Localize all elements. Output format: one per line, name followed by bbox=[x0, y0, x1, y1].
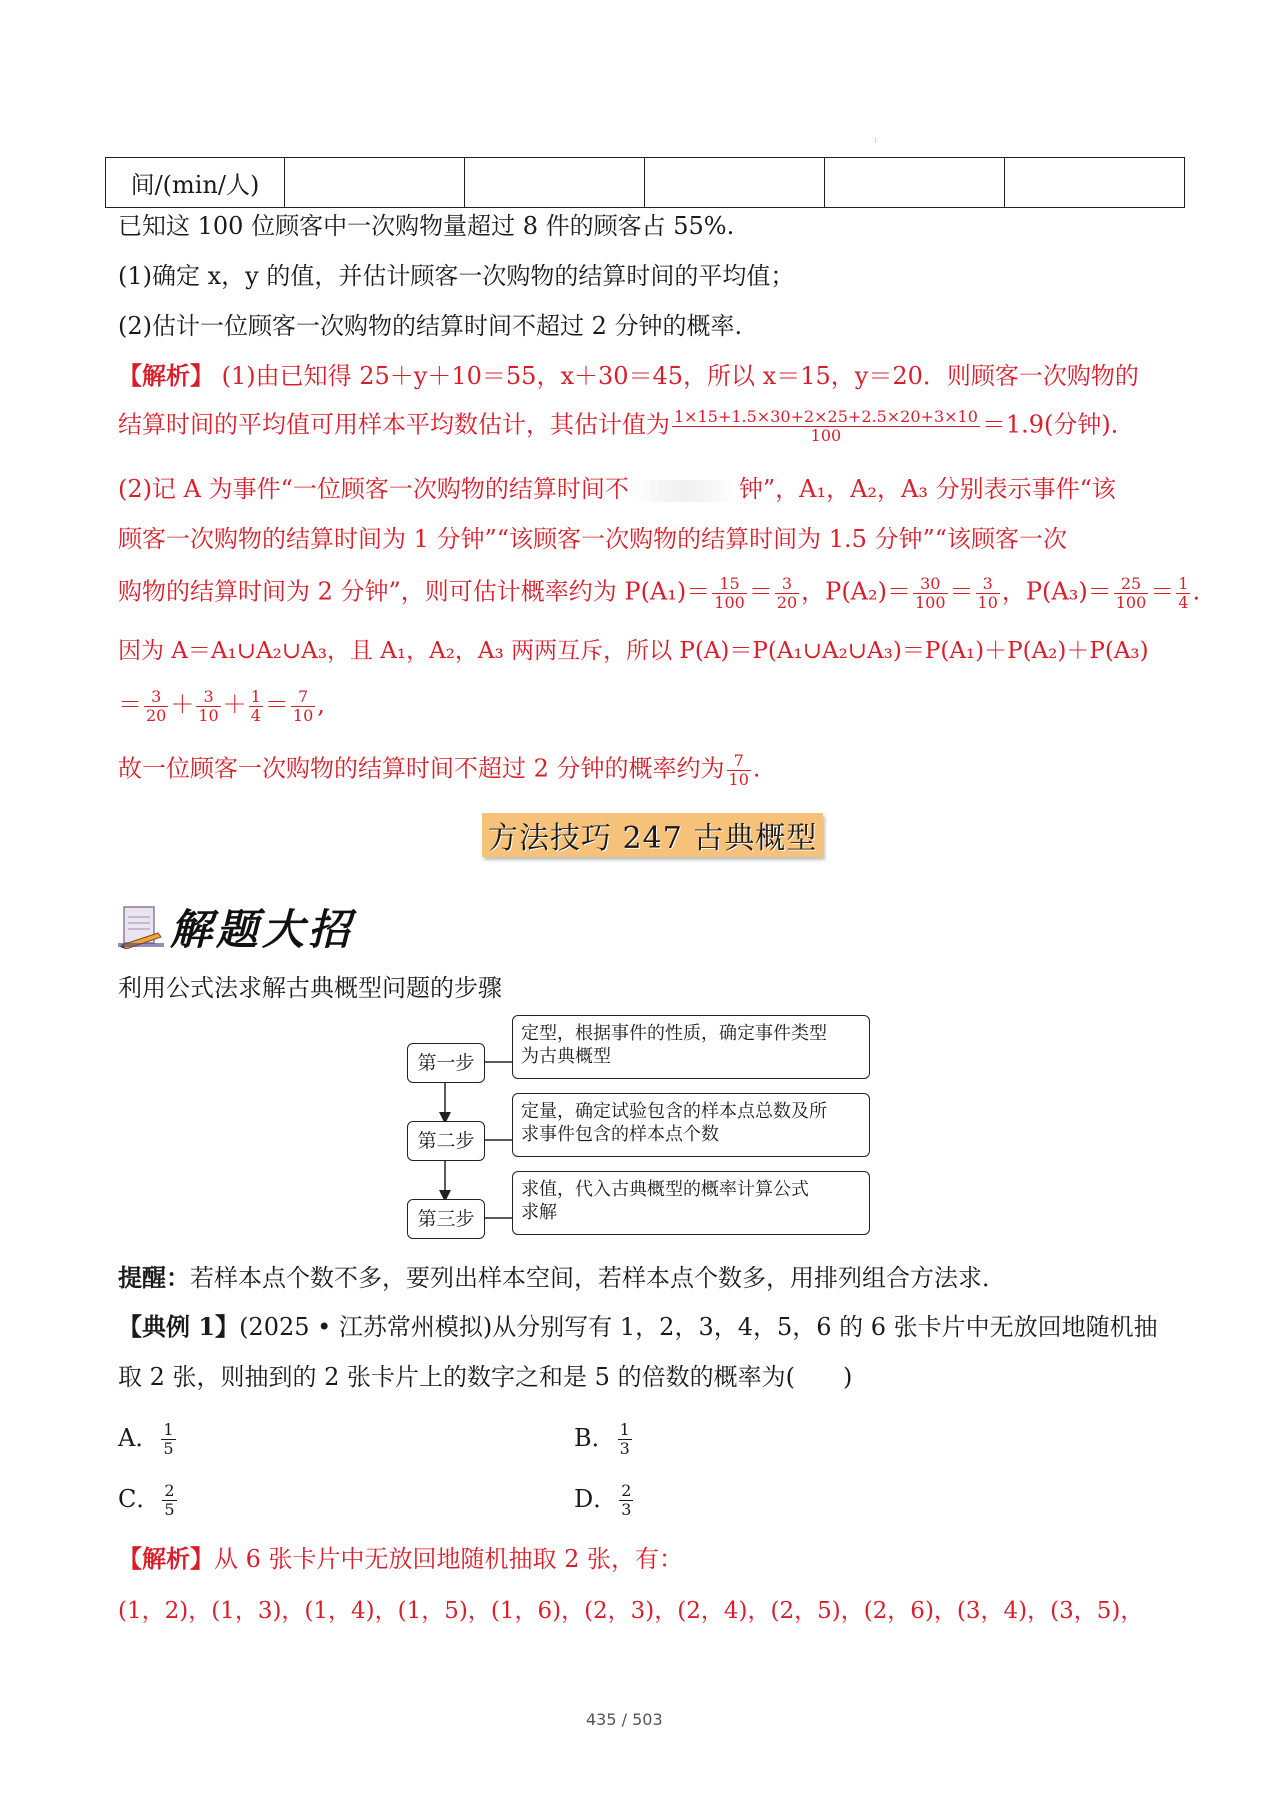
tip-label: 提醒： bbox=[118, 1264, 190, 1292]
fraction bbox=[196, 688, 220, 724]
fraction-numerator: 3 bbox=[976, 575, 1000, 594]
page-number: 435 / 503 bbox=[586, 1710, 663, 1729]
mean-fraction bbox=[672, 408, 980, 444]
table-cell bbox=[465, 158, 645, 208]
solution-line-6: 因为 A＝A₁∪A₂∪A₃，且 A₁，A₂，A₃ 两两互斥，所以 P(A)＝P(A₁∪A₂∪A₃)＝P(A₁)＋P(A₂)＋P(A₃) bbox=[118, 638, 1149, 664]
fraction-denominator: 100 bbox=[714, 592, 745, 612]
option-c bbox=[118, 1479, 179, 1519]
table-cell bbox=[825, 158, 1005, 208]
fraction bbox=[712, 575, 747, 611]
fraction bbox=[727, 752, 751, 788]
solution-line-4: 顾客一次购物的结算时间为 1 分钟”“该顾客一次购物的结算时间为 1.5 分钟”“该顾客一次 bbox=[118, 525, 1068, 553]
flow-desc-1 bbox=[512, 1015, 870, 1079]
flow-step-2: 第二步 bbox=[407, 1121, 485, 1161]
scan-mark: : bbox=[874, 135, 877, 144]
solution-text: ＝1.9(分钟)． bbox=[981, 410, 1135, 439]
fraction-numerator: 1 bbox=[1178, 574, 1189, 593]
solution-line-5: 购物的结算时间为 2 分钟”，则可估计概率约为 P(A₁)＝ $\frac{15}{100}$ ＝ $\frac{3}{20}$ ，P(A₂)＝ $\frac{30}{100}$ ＝ $\frac{3}{10}$ ，P(A₃)＝ $\frac{25}{100}$ ＝ $\frac{1}{4}$ . bbox=[118, 574, 1201, 612]
desc-line: 定量，确定试验包含的样本点总数及所 bbox=[521, 1101, 827, 1122]
fraction bbox=[775, 575, 799, 611]
fraction-denominator: 20 bbox=[776, 592, 798, 612]
solution-text: 故一位顾客一次购物的结算时间不超过 2 分钟的概率约为 bbox=[118, 754, 725, 783]
example-solution-line-1 bbox=[118, 1545, 683, 1574]
tip-text: 若样本点个数不多，要列出样本空间，若样本点个数多，用排列组合方法求． bbox=[190, 1264, 1006, 1292]
steps-heading: 利用公式法求解古典概型问题的步骤 bbox=[118, 974, 502, 1002]
tip-line bbox=[118, 1264, 1006, 1293]
option-b bbox=[574, 1418, 634, 1458]
fraction-numerator: 2 bbox=[621, 1481, 632, 1501]
solution-line-1 bbox=[118, 362, 1139, 391]
example-text: (2025 • 江苏常州模拟)从分别写有 1，2，3，4，5，6 的 6 张卡片中无放回地随机抽 bbox=[239, 1313, 1158, 1341]
table-cell bbox=[285, 158, 465, 208]
fraction bbox=[619, 1482, 633, 1518]
equals-sign: ＝ bbox=[949, 577, 974, 606]
method-banner bbox=[118, 897, 368, 953]
fraction bbox=[976, 575, 1000, 611]
fraction bbox=[249, 688, 263, 724]
fraction-denominator: 3 bbox=[621, 1500, 632, 1519]
fraction-denominator: 20 bbox=[146, 705, 167, 725]
fraction-numerator: 3 bbox=[144, 688, 168, 707]
fraction-numerator: 1 bbox=[250, 687, 261, 706]
example-label: 【典例 1】 bbox=[118, 1312, 240, 1341]
plus-sign: ＋ bbox=[222, 690, 247, 719]
desc-line: 求事件包含的样本点个数 bbox=[521, 1124, 719, 1145]
solution-text: 结算时间的平均值可用样本平均数估计，其估计值为 bbox=[118, 410, 670, 439]
option-d bbox=[574, 1479, 635, 1519]
smudge-mark bbox=[629, 480, 739, 502]
plus-sign: ＋ bbox=[170, 690, 195, 719]
fraction bbox=[913, 575, 948, 611]
fraction-numerator: 25 bbox=[1114, 575, 1149, 594]
solution-text: ，P(A₂)＝ bbox=[801, 577, 911, 606]
solution-text: 从 6 张卡片中无放回地随机抽取 2 张，有： bbox=[214, 1545, 684, 1573]
fraction-numerator: 1×15+1.5×30+2×25+2.5×20+3×10 bbox=[674, 407, 978, 426]
fraction-denominator: 100 bbox=[915, 592, 946, 612]
fraction-denominator: 10 bbox=[728, 769, 749, 789]
option-label: C． bbox=[118, 1485, 161, 1513]
equals-sign: ＝ bbox=[1150, 577, 1175, 606]
fraction-denominator: 3 bbox=[619, 1439, 630, 1458]
flow-desc-3 bbox=[512, 1171, 870, 1235]
solution-text: 购物的结算时间为 2 分钟”，则可估计概率约为 P(A₁)＝ bbox=[118, 577, 711, 606]
fraction-numerator: 30 bbox=[913, 575, 948, 594]
fraction bbox=[618, 1421, 632, 1457]
fraction bbox=[161, 1421, 175, 1457]
table-cell bbox=[1005, 158, 1185, 208]
fraction bbox=[1114, 575, 1149, 611]
example-line-1 bbox=[118, 1313, 1158, 1342]
fraction-denominator: 100 bbox=[1115, 592, 1147, 612]
desc-line: 为古典概型 bbox=[521, 1046, 611, 1067]
solution-line-8: 故一位顾客一次购物的结算时间不超过 2 分钟的概率约为 $\frac{7}{10}$ . bbox=[118, 751, 761, 789]
flow-desc-2 bbox=[512, 1093, 870, 1157]
table-cell: 间/(min/人) bbox=[106, 158, 285, 208]
solution-line-2 bbox=[118, 408, 1135, 444]
notebook-pencil-icon bbox=[118, 903, 166, 949]
solution-text: (1)由已知得 25＋y＋10＝55，x＋30＝45，所以 x＝15，y＝20．则顾客一次购物的 bbox=[221, 362, 1139, 390]
fraction bbox=[1176, 575, 1190, 611]
fraction-denominator: 10 bbox=[292, 705, 314, 725]
fraction-denominator: 4 bbox=[1178, 592, 1189, 612]
fraction-denominator: 100 bbox=[810, 425, 842, 445]
option-label: B． bbox=[574, 1424, 616, 1452]
fraction-numerator: 1 bbox=[163, 1420, 174, 1440]
fraction-denominator: 5 bbox=[164, 1500, 175, 1519]
fraction-numerator: 1 bbox=[619, 1420, 630, 1440]
table-row bbox=[106, 158, 1185, 208]
solution-text: (2)记 A 为事件“一位顾客一次购物的结算时间不 bbox=[118, 475, 629, 503]
question-1: (1)确定 x，y 的值，并估计顾客一次购物的结算时间的平均值； bbox=[118, 262, 795, 290]
solution-line-3 bbox=[118, 475, 1116, 504]
flow-step-3: 第三步 bbox=[407, 1199, 485, 1239]
example-solution-line-2: (1，2)，(1，3)，(1，4)，(1，5)，(1，6)，(2，3)，(2，4)，(2，5)，(2，6)，(3，4)，(3，5)， bbox=[118, 1598, 1144, 1624]
fraction-numerator: 15 bbox=[712, 575, 747, 594]
desc-line: 求解 bbox=[521, 1202, 557, 1223]
fraction bbox=[291, 688, 315, 724]
fraction-numerator: 2 bbox=[164, 1481, 175, 1501]
option-label: A． bbox=[118, 1424, 160, 1452]
fraction-numerator: 3 bbox=[196, 688, 220, 707]
fraction-numerator: 7 bbox=[291, 688, 315, 707]
solution-label: 【解析】 bbox=[118, 361, 214, 390]
section-title: 方法技巧 247 古典概型 bbox=[482, 813, 823, 857]
solution-text: 钟”，A₁，A₂，A₃ 分别表示事件“该 bbox=[738, 475, 1116, 503]
solution-line-7: ＝ $\frac{3}{20}$ ＋ $\frac{3}{10}$ ＋ $\frac{1}{4}$ ＝ $\frac{7}{10}$ , bbox=[118, 687, 325, 725]
fraction bbox=[162, 1482, 176, 1518]
fraction-denominator: 5 bbox=[163, 1439, 174, 1458]
option-a bbox=[118, 1418, 178, 1458]
equals-sign: ＝ bbox=[118, 690, 142, 719]
question-2: (2)估计一位顾客一次购物的结算时间不超过 2 分钟的概率. bbox=[118, 312, 743, 340]
table-cell bbox=[645, 158, 825, 208]
flow-step-1: 第一步 bbox=[407, 1043, 485, 1083]
problem-given: 已知这 100 位顾客中一次购物量超过 8 件的顾客占 55%. bbox=[118, 212, 735, 240]
desc-line: 求值，代入古典概型的概率计算公式 bbox=[521, 1179, 809, 1200]
fraction-numerator: 7 bbox=[727, 752, 751, 771]
fraction bbox=[144, 688, 168, 724]
banner-title: 解题大招 bbox=[170, 905, 355, 954]
fraction-denominator: 10 bbox=[977, 592, 998, 612]
option-label: D． bbox=[574, 1485, 618, 1513]
equals-sign: ＝ bbox=[264, 690, 289, 719]
solution-text: ，P(A₃)＝ bbox=[1001, 577, 1112, 606]
fraction-numerator: 3 bbox=[775, 575, 799, 594]
desc-line: 定型，根据事件的性质，确定事件类型 bbox=[521, 1023, 827, 1044]
fraction-denominator: 10 bbox=[198, 705, 219, 725]
example-solution-label: 【解析】 bbox=[118, 1544, 214, 1573]
fraction-denominator: 4 bbox=[250, 705, 261, 725]
equals-sign: ＝ bbox=[748, 577, 773, 606]
example-line-2: 取 2 张，则抽到的 2 张卡片上的数字之和是 5 的倍数的概率为( ) bbox=[118, 1363, 853, 1391]
data-table-bottom-row bbox=[105, 157, 1185, 208]
